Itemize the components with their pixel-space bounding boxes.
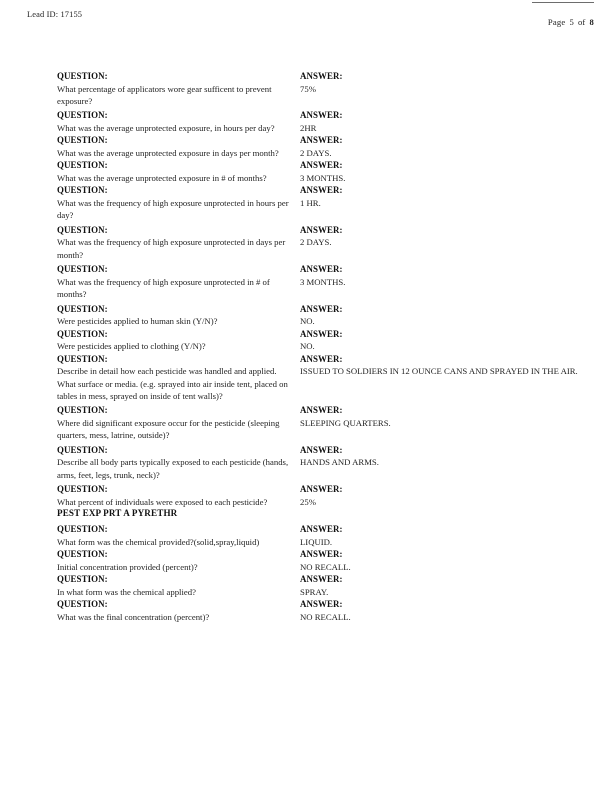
lead-id: Lead ID: 17155 xyxy=(27,10,83,19)
question-text: Were pesticides applied to human skin (Y/N)? xyxy=(57,316,218,327)
answer-label: ANSWER: xyxy=(300,303,343,314)
answer-cell xyxy=(300,523,600,548)
answer-cell xyxy=(300,404,600,429)
answer-text: 3 MONTHS. xyxy=(300,172,346,183)
question-cell xyxy=(57,523,295,548)
question-label: QUESTION: xyxy=(57,574,108,585)
answer-text: 2 DAYS. xyxy=(300,237,332,248)
question-label: QUESTION: xyxy=(57,185,108,196)
answer-cell xyxy=(300,263,600,288)
question-text: What was the frequency of high exposure unprotected in # of months? xyxy=(57,276,270,300)
answer-text: NO. xyxy=(300,341,315,352)
page-number xyxy=(548,17,594,27)
answer-label: ANSWER: xyxy=(300,524,343,535)
question-text: What was the final concentration (percent)? xyxy=(57,611,210,622)
page-header xyxy=(0,0,612,46)
section-heading: PEST EXP PRT A PYRETHR xyxy=(57,508,178,519)
answer-label: ANSWER: xyxy=(300,185,343,196)
question-cell xyxy=(57,159,295,184)
header-rule xyxy=(532,2,594,3)
answer-cell xyxy=(300,70,600,95)
answer-cell xyxy=(300,328,600,353)
question-text: Describe all body parts typically exposed to each pesticide (hands, arms, feet, legs, trunk, neck)? xyxy=(57,457,289,480)
answer-label: ANSWER: xyxy=(300,264,343,275)
question-cell xyxy=(57,444,295,481)
answer-text: 2HR xyxy=(300,122,317,133)
answer-cell xyxy=(300,184,600,209)
question-cell xyxy=(57,353,295,403)
answer-cell xyxy=(300,109,600,134)
question-cell xyxy=(57,573,295,598)
question-label: QUESTION: xyxy=(57,405,108,416)
answer-cell xyxy=(300,573,600,598)
answer-text: 2 DAYS. xyxy=(300,147,332,158)
question-text: Initial concentration provided (percent)? xyxy=(57,561,198,572)
answer-label: ANSWER: xyxy=(300,405,343,416)
question-label: QUESTION: xyxy=(57,549,108,560)
answer-label: ANSWER: xyxy=(300,224,343,235)
page-number-of: of xyxy=(577,17,586,27)
answer-text: NO RECALL. xyxy=(300,611,351,622)
question-cell xyxy=(57,134,295,159)
answer-label: ANSWER: xyxy=(300,160,343,171)
answer-label: ANSWER: xyxy=(300,599,343,610)
page-number-total: 8 xyxy=(589,17,594,27)
answer-cell xyxy=(300,548,600,573)
answer-label: ANSWER: xyxy=(300,71,343,81)
question-label: QUESTION: xyxy=(57,444,108,455)
question-cell xyxy=(57,303,295,328)
question-text: In what form was the chemical applied? xyxy=(57,586,196,597)
question-text: What form was the chemical provided?(solid,spray,liquid) xyxy=(57,536,260,547)
answer-cell xyxy=(300,303,600,328)
answer-cell xyxy=(300,224,600,249)
answer-cell xyxy=(300,598,600,623)
question-text: Were pesticides applied to clothing (Y/N)? xyxy=(57,341,206,352)
question-text: Where did significant exposure occur for the pesticide (sleeping quarters, mess, latrine, outside)? xyxy=(57,417,280,441)
answer-cell xyxy=(300,159,600,184)
page-number-label: Page xyxy=(547,17,566,27)
answer-label: ANSWER: xyxy=(300,484,343,495)
answer-cell xyxy=(300,483,600,508)
question-cell xyxy=(57,184,295,221)
answer-cell xyxy=(300,444,600,469)
question-cell xyxy=(57,263,295,300)
question-text: What was the average unprotected exposure in # of months? xyxy=(57,172,267,183)
question-label: QUESTION: xyxy=(57,110,108,121)
question-text: What percent of individuals were exposed to each pesticide? xyxy=(57,496,268,507)
question-text: What was the average unprotected exposure in days per month? xyxy=(57,147,279,158)
answer-label: ANSWER: xyxy=(300,574,343,585)
page-number-current: 5 xyxy=(569,17,574,27)
question-text: What was the frequency of high exposure unprotected in days per month? xyxy=(57,237,286,260)
question-label: QUESTION: xyxy=(57,328,108,339)
answer-text: 75% xyxy=(300,83,316,94)
question-cell xyxy=(57,404,295,441)
question-label: QUESTION: xyxy=(57,264,108,275)
question-text: What was the frequency of high exposure unprotected in hours per day? xyxy=(57,197,289,221)
answer-text: 1 HR. xyxy=(300,197,321,208)
question-label: QUESTION: xyxy=(57,303,108,314)
question-cell xyxy=(57,548,295,573)
question-cell xyxy=(57,224,295,261)
answer-text: NO RECALL. xyxy=(300,561,351,572)
question-label: QUESTION: xyxy=(57,599,108,610)
answer-label: ANSWER: xyxy=(300,353,343,364)
answer-text: ISSUED TO SOLDIERS IN 12 OUNCE CANS AND SPRAYED IN THE AIR. xyxy=(300,366,578,377)
question-label: QUESTION: xyxy=(57,353,108,364)
question-label: QUESTION: xyxy=(57,484,108,495)
question-label: QUESTION: xyxy=(57,224,108,235)
answer-label: ANSWER: xyxy=(300,549,343,560)
question-cell xyxy=(57,70,295,107)
question-label: QUESTION: xyxy=(57,160,108,171)
answer-label: ANSWER: xyxy=(300,135,343,146)
answer-label: ANSWER: xyxy=(300,110,343,121)
answer-cell xyxy=(300,353,600,378)
answer-label: ANSWER: xyxy=(300,328,343,339)
answer-text: HANDS AND ARMS. xyxy=(300,457,379,468)
question-cell xyxy=(57,328,295,353)
answer-label: ANSWER: xyxy=(300,444,343,455)
question-label: QUESTION: xyxy=(57,71,108,81)
question-cell xyxy=(57,483,295,508)
question-text: Describe in detail how each pesticide was handled and applied. What surface or media. (e.g. sprayed into air inside tent, placed on tables in mess, sprayed on inside of tent walls)? xyxy=(57,366,288,401)
question-text: What percentage of applicators wore gear sufficent to prevent exposure? xyxy=(57,83,272,106)
question-cell xyxy=(57,109,295,134)
question-text: What was the average unprotected exposure, in hours per day? xyxy=(57,122,275,133)
question-label: QUESTION: xyxy=(57,135,108,146)
question-label: QUESTION: xyxy=(57,524,108,535)
answer-text: NO. xyxy=(300,316,315,327)
answer-text: 25% xyxy=(300,496,316,507)
answer-text: LIQUID. xyxy=(300,536,333,547)
answer-text: SPRAY. xyxy=(300,586,329,597)
answer-text: 3 MONTHS. xyxy=(300,276,346,287)
answer-cell xyxy=(300,134,600,159)
answer-text: SLEEPING QUARTERS. xyxy=(300,417,391,428)
question-cell xyxy=(57,598,295,623)
